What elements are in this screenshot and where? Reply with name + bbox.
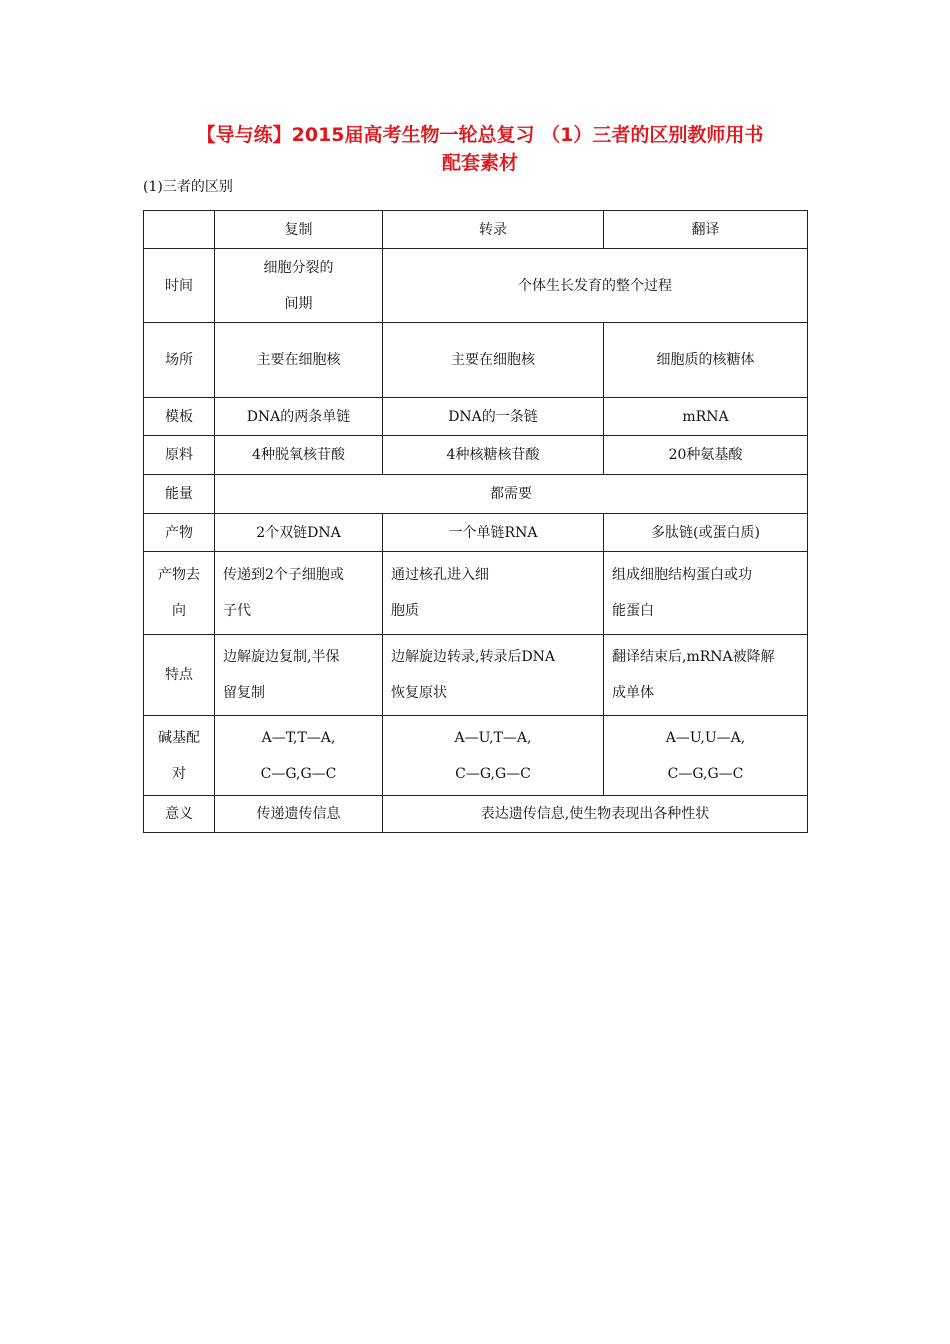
- row-label-template: 模板: [144, 398, 215, 436]
- table-row: [144, 436, 808, 475]
- place-transcription: 主要在细胞核: [383, 323, 604, 398]
- pairing-label-line-2: 对: [172, 765, 186, 782]
- template-translation: mRNA: [604, 398, 808, 436]
- title-line-1: 【导与练】2015届高考生物一轮总复习 （1）三者的区别教师用书: [196, 124, 764, 146]
- table-row: [144, 249, 808, 323]
- pairing-label-line-1: 碱基配: [158, 729, 200, 746]
- feature-transcription: [383, 635, 604, 716]
- header-translation: 翻译: [604, 211, 808, 249]
- destination-replication-line-2: 子代: [223, 603, 251, 619]
- product-transcription: 一个单链RNA: [383, 514, 604, 552]
- table-row: [144, 552, 808, 635]
- page-title: [110, 121, 850, 177]
- row-label-destination: [144, 552, 215, 635]
- table-row: [144, 475, 808, 514]
- pairing-translation: [604, 716, 808, 796]
- place-replication: 主要在细胞核: [215, 323, 383, 398]
- material-translation: 20种氨基酸: [604, 436, 808, 475]
- template-transcription: DNA的一条链: [383, 398, 604, 436]
- row-label-place: 场所: [144, 323, 215, 398]
- time-replication-line-1: 细胞分裂的: [263, 259, 334, 276]
- destination-label-line-2: 向: [172, 603, 186, 619]
- table-row: [144, 796, 808, 833]
- pairing-transcription-line-1: A—U,T—A,: [454, 729, 532, 746]
- table-row: [144, 635, 808, 716]
- row-label-time: 时间: [144, 249, 215, 323]
- table-row: [144, 323, 808, 398]
- destination-replication: [215, 552, 383, 635]
- time-replication-line-2: 间期: [284, 295, 313, 312]
- product-replication: 2个双链DNA: [215, 514, 383, 552]
- title-line-2: 配套素材: [441, 152, 518, 174]
- header-cell-empty: [144, 211, 215, 249]
- destination-translation: [604, 552, 808, 635]
- pairing-transcription: [383, 716, 604, 796]
- time-merged: 个体生长发育的整个过程: [383, 249, 808, 323]
- row-label-feature: 特点: [144, 635, 215, 716]
- feature-transcription-line-1: 边解旋边转录,转录后DNA: [391, 649, 556, 665]
- material-replication: 4种脱氧核苷酸: [215, 436, 383, 475]
- destination-label-line-1: 产物去: [158, 567, 200, 583]
- header-replication: 复制: [215, 211, 383, 249]
- pairing-translation-line-1: A—U,U—A,: [665, 729, 746, 746]
- feature-replication-line-2: 留复制: [223, 685, 265, 701]
- section-label: (1)三者的区别: [143, 179, 233, 195]
- destination-transcription: [383, 552, 604, 635]
- row-label-meaning: 意义: [144, 796, 215, 833]
- pairing-replication: [215, 716, 383, 796]
- destination-replication-line-1: 传递到2个子细胞或: [223, 567, 344, 583]
- pairing-replication-line-2: C—G,G—C: [260, 765, 337, 782]
- pairing-translation-line-2: C—G,G—C: [667, 765, 744, 782]
- comparison-table: [143, 210, 808, 833]
- feature-replication-line-1: 边解旋边复制,半保: [223, 649, 340, 665]
- row-label-material: 原料: [144, 436, 215, 475]
- feature-translation: [604, 635, 808, 716]
- table-header-row: [144, 211, 808, 249]
- meaning-replication: 传递遗传信息: [215, 796, 383, 833]
- destination-transcription-line-2: 胞质: [391, 603, 419, 619]
- row-label-pairing: [144, 716, 215, 796]
- feature-replication: [215, 635, 383, 716]
- table-row: [144, 716, 808, 796]
- meaning-merged: 表达遗传信息,使生物表现出各种性状: [383, 796, 808, 833]
- pairing-transcription-line-2: C—G,G—C: [455, 765, 531, 782]
- feature-transcription-line-2: 恢复原状: [391, 685, 447, 701]
- place-translation: 细胞质的核糖体: [604, 323, 808, 398]
- pairing-replication-line-1: A—T,T—A,: [261, 729, 336, 746]
- table-row: [144, 514, 808, 552]
- material-transcription: 4种核糖核苷酸: [383, 436, 604, 475]
- product-translation: 多肽链(或蛋白质): [604, 514, 808, 552]
- header-transcription: 转录: [383, 211, 604, 249]
- time-replication: [215, 249, 383, 323]
- feature-translation-line-2: 成单体: [612, 685, 654, 701]
- row-label-product: 产物: [144, 514, 215, 552]
- destination-transcription-line-1: 通过核孔进入细: [391, 567, 489, 583]
- table-row: [144, 398, 808, 436]
- destination-translation-line-2: 能蛋白: [612, 603, 654, 619]
- feature-translation-line-1: 翻译结束后,mRNA被降解: [612, 649, 775, 665]
- template-replication: DNA的两条单链: [215, 398, 383, 436]
- energy-merged: 都需要: [215, 475, 808, 514]
- row-label-energy: 能量: [144, 475, 215, 514]
- destination-translation-line-1: 组成细胞结构蛋白或功: [612, 567, 752, 583]
